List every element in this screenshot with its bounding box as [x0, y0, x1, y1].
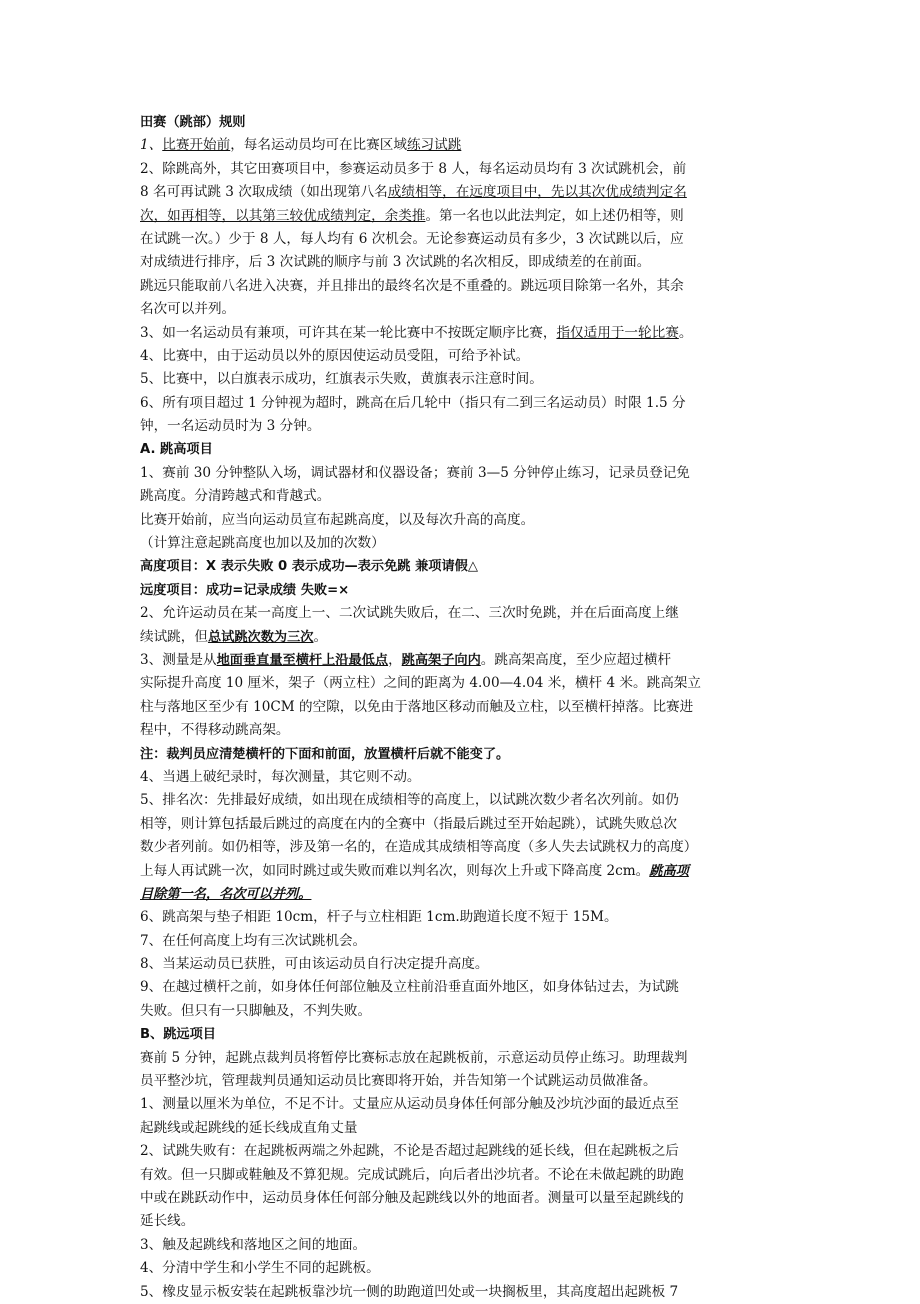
long-jump-heading: B、跳远项目	[140, 1027, 216, 1043]
high-jump-rule-1-line-2: 跳高度。分清跨越式和背越式。	[140, 488, 331, 505]
high-jump-rule-7: 7、在任何高度上均有三次试跳机会。	[140, 932, 367, 949]
long-jump-rule-5: 5、橡皮显示板安装在起跳板靠沙坑一侧的助跑道凹处或一块搁板里，其高度超出起跳板 7	[140, 1283, 679, 1300]
general-rule-1: 1、比赛开始前，每名运动员均可在比赛区域练习试跳	[140, 137, 462, 154]
general-rule-3: 3、如一名运动员有兼项，可许其在某一轮比赛中不按既定顺序比赛，指仅适用于一轮比赛。	[140, 324, 693, 341]
high-jump-rule-1-line-3: 比赛开始前，应当向运动员宣布起跳高度，以及每次升高的高度。	[140, 511, 535, 528]
long-jump-rule-2-line-3: 中或在跳跃动作中，运动员身体任何部分触及起跳线以外的地面者。测量可以量至起跳线的	[140, 1189, 684, 1206]
long-jump-intro-line-1: 赛前 5 分钟，起跳点裁判员将暂停比赛标志放在起跳板前，示意运动员停止练习。助理裁判	[140, 1049, 688, 1066]
general-rule-2-line-6: 跳远只能取前八名进入决赛，并且排出的最终名次是不重叠的。跳远项目除第一名外，其余	[140, 277, 684, 294]
general-rule-5: 5、比赛中，以白旗表示成功，红旗表示失败，黄旗表示注意时间。	[140, 371, 543, 388]
long-jump-rule-2-line-4: 延长线。	[140, 1213, 195, 1230]
general-rule-2-line-5: 对成绩进行排序，后 3 次试跳的顺序与前 3 次试跳的名次相反，即成绩差的在前面。	[140, 254, 651, 271]
long-jump-rule-3: 3、触及起跳线和落地区之间的地面。	[140, 1236, 367, 1253]
long-jump-rule-2-line-2: 有效。但一只脚或鞋触及不算犯规。完成试跳后，向后者出沙坑者。不论在未做起跳的助跑	[140, 1166, 684, 1183]
high-jump-rule-9-line-2: 失败。但只有一只脚触及，不判失败。	[140, 1002, 372, 1019]
high-jump-rule-3-line-3: 柱与落地区至少有 10CM 的空隙，以免由于落地区移动而触及立柱，以至横杆掉落。比赛进	[140, 698, 694, 715]
high-jump-rule-5-line-1: 5、排名次：先排最好成绩，如出现在成绩相等的高度上，以试跳次数少者名次列前。如仍	[140, 792, 679, 809]
distance-notation-note: 远度项目：成功=记录成绩 失败=×	[140, 582, 350, 598]
long-jump-intro-line-2: 员平整沙坑，管理裁判员通知运动员比赛即将开始，并告知第一个试跳运动员做准备。	[140, 1073, 657, 1090]
high-jump-rule-3-line-4: 程中，不得移动跳高架。	[140, 722, 290, 739]
high-jump-rule-2-line-1: 2、允许运动员在某一高度上一、二次试跳失败后，在二、三次时免跳，并在后面高度上继	[140, 605, 679, 622]
general-rule-2-line-7: 名次可以并列。	[140, 301, 236, 318]
high-jump-rule-4: 4、当遇上破纪录时，每次测量，其它则不动。	[140, 768, 421, 785]
general-rule-6-line-2: 钟，一名运动员时为 3 分钟。	[140, 418, 321, 435]
high-jump-heading: A. 跳高项目	[140, 442, 213, 458]
general-rule-6-line-1: 6、所有项目超过 1 分钟视为超时，跳高在后几轮中（指只有二到三名运动员）时限 1.5 分	[140, 394, 686, 411]
long-jump-rule-1-line-1: 1、测量以厘米为单位，不足不计。丈量应从运动员身体任何部分触及沙坑沙面的最近点至	[140, 1096, 679, 1113]
document-page	[140, 111, 785, 1304]
high-jump-rule-5-line-2: 相等，则计算包括最后跳过的高度在内的全赛中（指最后跳过至开始起跳），试跳失败总次	[140, 815, 677, 832]
general-rule-2-line-2: 8 名可再试跳 3 次取成绩（如出现第八名成绩相等，在远度项目中，先以其次优成绩判定名	[140, 184, 687, 201]
general-rule-2-line-1: 2、除跳高外，其它田赛项目中，参赛运动员多于 8 人，每名运动员均有 3 次试跳机会，前	[140, 160, 687, 177]
high-jump-rule-5-line-3: 数少者列前。如仍相等，涉及第一名的，在造成其成绩相等高度（多人失去试跳权力的高度）	[140, 839, 698, 856]
high-jump-rule-5-line-4: 上每人再试跳一次，如同时跳过或失败而难以判名次，则每次上升或下降高度 2cm。跳高项	[140, 862, 689, 879]
high-jump-rule-6: 6、跳高架与垫子相距 10cm，杆子与立柱相距 1cm.助跑道长度不短于 15M。	[140, 909, 618, 926]
high-jump-rule-9-line-1: 9、在越过横杆之前，如身体任何部位触及立柱前沿垂直面外地区，如身体钻过去，为试跳	[140, 979, 679, 996]
high-jump-rule-2-line-2: 续试跳，但总试跳次数为三次。	[140, 628, 328, 645]
long-jump-rule-1-line-2: 起跳线或起跳线的延长线成直角丈量	[140, 1119, 358, 1136]
long-jump-rule-4: 4、分清中学生和小学生不同的起跳板。	[140, 1260, 380, 1277]
document-title: 田赛（跳部）规则	[140, 115, 246, 130]
high-jump-rule-1-line-4: （计算注意起跳高度也加以及加的次数）	[140, 535, 385, 552]
high-jump-rule-3-line-1: 3、测量是从地面垂直量至横杆上沿最低点，跳高架子向内。跳高架高度，至少应超过横杆	[140, 651, 672, 668]
general-rule-2-line-4: 在试跳一次。）少于 8 人，每人均有 6 次机会。无论参赛运动员有多少，3 次试跳以后，应	[140, 230, 684, 247]
long-jump-rule-2-line-1: 2、试跳失败有：在起跳板两端之外起跳，不论是否超过起跳线的延长线，但在起跳板之后	[140, 1143, 679, 1160]
general-rule-2-line-3: 次，如再相等，以其第三较优成绩判定，余类推。第一名也以此法判定，如上述仍相等，则	[140, 207, 684, 224]
referee-note: 注：裁判员应清楚横杆的下面和前面，放置横杆后就不能变了。	[140, 746, 510, 762]
high-jump-rule-8: 8、当某运动员已获胜，可由该运动员自行决定提升高度。	[140, 956, 489, 973]
high-jump-rule-1-line-1: 1、赛前 30 分钟整队入场，调试器材和仪器设备；赛前 3—5 分钟停止练习，记录员登记免	[140, 464, 690, 481]
high-jump-rule-3-line-2: 实际提升高度 10 厘米，架子（两立柱）之间的距离为 4.00—4.04 米，横杆 4 米。跳高架立	[140, 675, 701, 692]
general-rule-4: 4、比赛中，由于运动员以外的原因使运动员受阻，可给予补试。	[140, 347, 530, 364]
high-jump-notation-note: 高度项目：X 表示失败 0 表示成功—表示免跳 兼项请假△	[140, 559, 478, 575]
high-jump-rule-5-line-5: 目除第一名，名次可以并列。	[140, 886, 312, 902]
